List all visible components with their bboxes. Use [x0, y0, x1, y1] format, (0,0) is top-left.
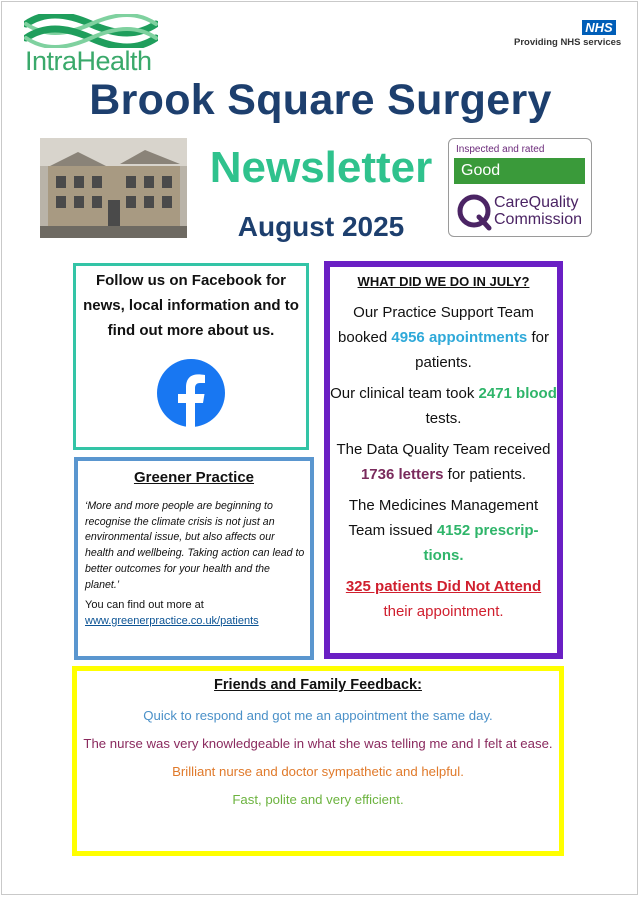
letters-stat-value: 1736 letters — [360, 466, 444, 483]
letters-stat-pre: The Data Quality Team received — [336, 441, 551, 458]
intrahealth-logo-text: IntraHealth — [25, 46, 152, 76]
feedback-item: The nurse was very knowledgeable in what she was telling me and I felt at ease. — [83, 736, 553, 751]
prescriptions-stat-text — [330, 493, 557, 568]
nhs-logo: NHS — [582, 20, 616, 35]
blood-tests-stat-text — [330, 381, 557, 431]
appointments-stat-post: for patients. — [415, 329, 549, 371]
blood-tests-stat-post: tests. — [425, 410, 462, 427]
cqc-q-icon — [455, 192, 495, 232]
newsletter-title: Newsletter — [209, 143, 433, 192]
feedback-item: Brilliant nurse and doctor sympathetic and helpful. — [172, 764, 464, 779]
greener-practice-title: Greener Practice — [133, 469, 255, 486]
appointments-stat-value: 4956 appointments — [391, 329, 528, 346]
july-heading: WHAT DID WE DO IN JULY? — [357, 274, 530, 289]
facebook-text: Follow us on Facebook for news, local information and to find out more about us. — [83, 272, 299, 339]
prescriptions-stat-value: 4152 prescrip-tions. — [423, 522, 539, 564]
intrahealth-logo-waves — [24, 14, 158, 48]
feedback-title: Friends and Family Feedback: — [214, 677, 422, 693]
appointments-stat-text — [330, 300, 557, 375]
cqc-inspected-label: Inspected and rated — [456, 144, 545, 155]
feedback-item: Fast, polite and very efficient. — [232, 792, 404, 807]
greener-practice-more-text: You can find out more at — [85, 599, 204, 611]
cqc-name-line2: Commission — [494, 211, 583, 228]
feedback-list — [82, 705, 554, 817]
letters-stat-text — [330, 437, 557, 487]
cqc-name-line1: CareQuality — [494, 194, 579, 211]
issue-date: August 2025 — [237, 211, 405, 242]
facebook-icon[interactable] — [157, 359, 225, 427]
prescriptions-stat-pre: The Medicines Management Team issued — [348, 497, 539, 539]
nhs-tagline: Providing NHS services — [514, 37, 622, 48]
dna-stat-post: their appointment. — [383, 603, 504, 620]
appointments-stat-pre: Our Practice Support Team booked — [338, 304, 534, 346]
surgery-title: Brook Square Surgery — [89, 76, 552, 124]
feedback-item: Quick to respond and got me an appointment the same day. — [143, 708, 493, 723]
dna-stat-value: 325 patients Did Not Attend — [345, 578, 542, 595]
greener-practice-quote: ‘More and more people are beginning to recognise the climate crisis is not just an environmental issue, but also affects our health and wellbeing. Taking action can lead to better outcomes for your health and the planet.’ — [85, 500, 305, 591]
blood-tests-stat-pre: Our clinical team took — [330, 385, 479, 402]
cqc-rating: Good — [454, 158, 585, 184]
blood-tests-stat-value: 2471 blood — [478, 385, 557, 402]
greener-practice-link[interactable]: www.greenerpractice.co.uk/patients — [85, 615, 259, 627]
building-photo — [40, 138, 187, 238]
july-stats-content — [330, 269, 557, 630]
dna-stat-text — [330, 574, 557, 624]
letters-stat-post: for patients. — [443, 466, 527, 483]
